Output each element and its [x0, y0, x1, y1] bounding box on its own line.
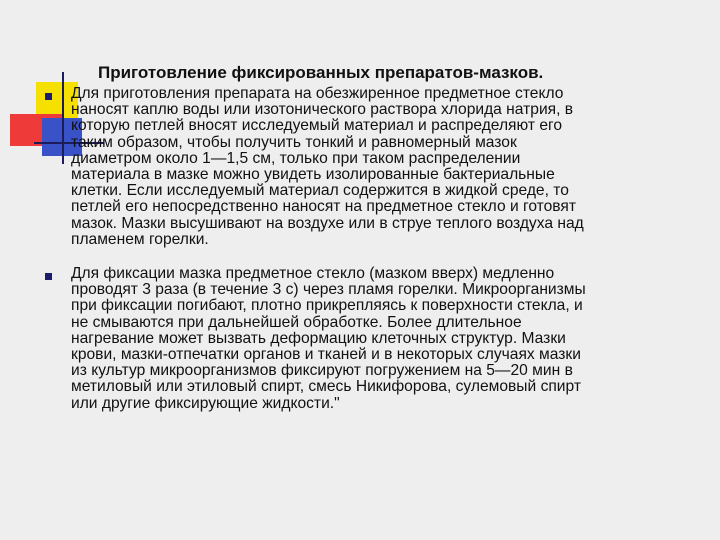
bullet-line: материала в мазке можно увидеть изолированные бактериальные — [71, 166, 555, 184]
slide-title: Приготовление фиксированных препаратов-мазков. — [98, 63, 544, 82]
bullet-line: таким образом, чтобы получить тонкий и равномерный мазок — [71, 133, 517, 151]
bullet-line: при фиксации погибают, плотно прикрепляясь к поверхности стекла, и — [71, 297, 583, 315]
bullet-line: мазок. Мазки высушивают на воздухе или в струе теплого воздуха над — [71, 214, 584, 232]
bullet-line: которую петлей вносят исследуемый материал и распределяют его — [71, 117, 563, 135]
bullet-line: пламенем горелки. — [71, 230, 209, 248]
bullet-line: наносят каплю воды или изотонического раствора хлорида натрия, в — [71, 101, 574, 119]
bullet-line: клетки. Если исследуемый материал содержится в жидкой среде, то — [71, 182, 569, 200]
bullet-square-icon — [45, 273, 52, 280]
bullet-line: не смываются при дальнейшей обработке. Более длительное — [71, 313, 522, 331]
bullet-line: Для приготовления препарата на обезжиренное предметное стекло — [71, 85, 564, 102]
bullet-line: Для фиксации мазка предметное стекло (мазком вверх) медленно — [71, 265, 555, 282]
bullet-line: или другие фиксирующие жидкости." — [71, 394, 340, 412]
bullet-line: крови, мазки-отпечатки органов и тканей и в некоторых случаях мазки — [71, 346, 581, 364]
bullet-text — [71, 86, 693, 248]
bullet-line: нагревание может вызвать деформацию клеточных структур. Мазки — [71, 329, 566, 347]
bullet-line: петлей его непосредственно наносят на предметное стекло и готовят — [71, 198, 576, 216]
bullet-line: проводят 3 раза (в течение 3 с) через пламя горелки. Микроорганизмы — [71, 281, 586, 299]
bullet-line: метиловый или этиловый спирт, смесь Никифорова, сулемовый спирт — [71, 378, 581, 396]
decorative-vertical-line — [62, 72, 64, 164]
bullet-line: из культур микроорганизмов фиксируют погружением на 5—20 мин в — [71, 362, 573, 380]
bullet-text — [71, 266, 693, 412]
bullet-square-icon — [45, 93, 52, 100]
bullet-line: диаметром около 1—1,5 см, только при таком распределении — [71, 149, 521, 167]
